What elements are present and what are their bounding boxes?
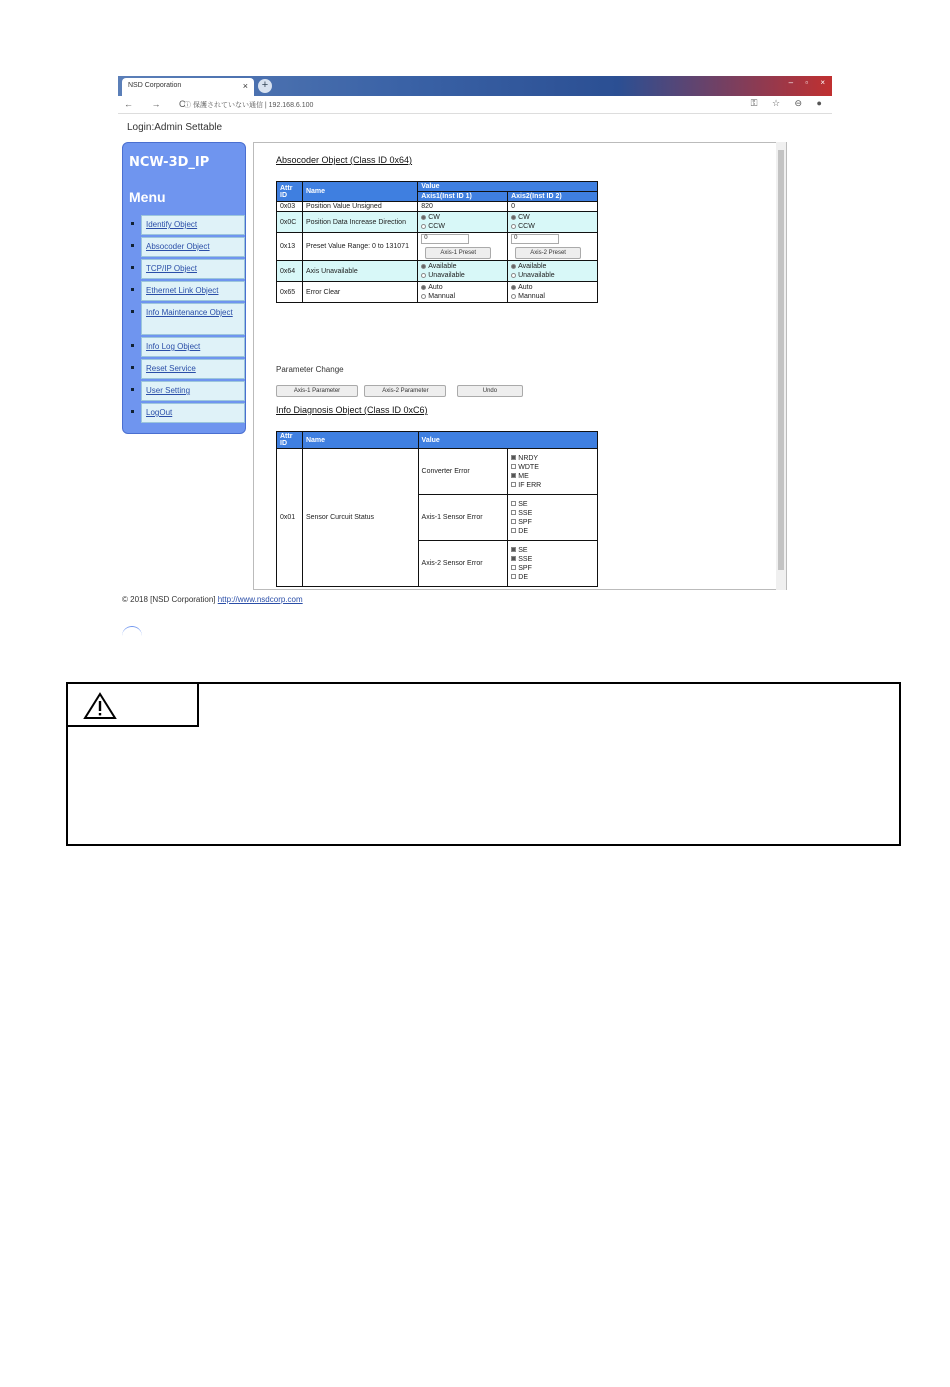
preset-input[interactable]: 0 bbox=[421, 234, 469, 244]
flag-list bbox=[508, 541, 598, 587]
menu-link[interactable]: User Setting bbox=[141, 381, 245, 401]
axis2-preset bbox=[508, 233, 598, 261]
bullet-icon bbox=[131, 344, 134, 347]
browser-screenshot bbox=[118, 76, 832, 636]
bullet-icon bbox=[131, 266, 134, 269]
attr-name: Position Data Increase Direction bbox=[302, 212, 417, 233]
radio-option[interactable]: Mannual bbox=[421, 292, 504, 301]
checkbox-option[interactable]: SSE bbox=[511, 509, 594, 518]
axis1-error-clear bbox=[418, 282, 508, 303]
menu-link[interactable]: TCP/IP Object bbox=[141, 259, 245, 279]
menu-item-tcpip bbox=[127, 259, 245, 279]
radio-option[interactable]: Auto bbox=[421, 283, 504, 292]
checkbox-icon bbox=[511, 455, 516, 460]
diagnosis-heading: Info Diagnosis Object (Class ID 0xC6) bbox=[276, 405, 428, 415]
attr-id: 0x03 bbox=[277, 202, 303, 212]
attr-id: 0x65 bbox=[277, 282, 303, 303]
radio-icon bbox=[421, 285, 426, 290]
flag-list bbox=[508, 449, 598, 495]
attr-id: 0x13 bbox=[277, 233, 303, 261]
checkbox-option[interactable]: NRDY bbox=[511, 454, 594, 463]
checkbox-icon bbox=[511, 528, 516, 533]
menu-item-identify bbox=[127, 215, 245, 235]
menu-item-absocoder bbox=[127, 237, 245, 257]
checkbox-icon bbox=[511, 574, 516, 579]
preset-input[interactable]: 0 bbox=[511, 234, 559, 244]
login-status: Login:Admin Settable bbox=[127, 122, 223, 133]
checkbox-option[interactable]: SE bbox=[511, 500, 594, 509]
checkbox-icon bbox=[511, 556, 516, 561]
vertical-scrollbar[interactable] bbox=[776, 142, 786, 590]
radio-option[interactable]: CCW bbox=[511, 222, 594, 231]
bullet-icon bbox=[131, 222, 134, 225]
checkbox-option[interactable]: ME bbox=[511, 472, 594, 481]
menu-item-user bbox=[127, 381, 245, 401]
table-row bbox=[277, 233, 598, 261]
checkbox-icon bbox=[511, 519, 516, 524]
axis1-unavailable bbox=[418, 261, 508, 282]
checkbox-icon bbox=[511, 464, 516, 469]
checkbox-option[interactable]: IF ERR bbox=[511, 481, 594, 490]
address-bar bbox=[118, 96, 832, 114]
radio-icon bbox=[421, 294, 426, 299]
table-row bbox=[277, 261, 598, 282]
window-controls[interactable]: – ▫ × bbox=[788, 78, 830, 87]
bullet-icon bbox=[131, 310, 134, 313]
attr-id: 0x64 bbox=[277, 261, 303, 282]
axis2-preset-button[interactable]: Axis-2 Preset bbox=[515, 247, 581, 259]
attr-header: Attr ID bbox=[277, 182, 303, 202]
radio-icon bbox=[421, 264, 426, 269]
tab-title: NSD Corporation bbox=[128, 82, 182, 89]
nav-buttons[interactable]: ← → C bbox=[124, 99, 194, 109]
checkbox-option[interactable]: DE bbox=[511, 527, 594, 536]
undo-button[interactable]: Undo bbox=[457, 385, 523, 397]
axis2-parameter-button[interactable]: Axis-2 Parameter bbox=[364, 385, 446, 397]
caution-label bbox=[68, 684, 199, 727]
company-link[interactable]: http://www.nsdcorp.com bbox=[217, 595, 303, 604]
absocoder-heading: Absocoder Object (Class ID 0x64) bbox=[276, 155, 413, 165]
name-header: Name bbox=[302, 432, 418, 449]
flag-list bbox=[508, 495, 598, 541]
sidebar-menu bbox=[122, 142, 246, 434]
axis2-unavailable bbox=[508, 261, 598, 282]
radio-icon bbox=[511, 294, 516, 299]
checkbox-option[interactable]: WDTE bbox=[511, 463, 594, 472]
browser-tab[interactable] bbox=[122, 78, 254, 96]
menu-heading: Menu bbox=[129, 189, 166, 205]
value-header: Value bbox=[418, 432, 597, 449]
axis2-value: 0 bbox=[508, 202, 598, 212]
radio-icon bbox=[421, 215, 426, 220]
menu-link[interactable]: Info Log Object bbox=[141, 337, 245, 357]
menu-link[interactable]: LogOut bbox=[141, 403, 245, 423]
checkbox-option[interactable]: DE bbox=[511, 573, 594, 582]
checkbox-option[interactable]: SSE bbox=[511, 555, 594, 564]
radio-icon bbox=[511, 224, 516, 229]
bullet-icon bbox=[131, 410, 134, 413]
bullet-icon bbox=[131, 288, 134, 291]
menu-item-logout bbox=[127, 403, 245, 423]
close-tab-icon[interactable]: × bbox=[242, 81, 248, 91]
scrollbar-thumb[interactable] bbox=[778, 150, 784, 570]
radio-option[interactable]: Available bbox=[511, 262, 594, 271]
axis2-direction bbox=[508, 212, 598, 233]
axis1-header: Axis1(Inst ID 1) bbox=[418, 192, 508, 202]
url-field[interactable]: ⓘ 保護されていない通信 | 192.168.6.100 bbox=[184, 102, 314, 109]
attr-id: 0x01 bbox=[277, 449, 303, 587]
group-label: Axis-1 Sensor Error bbox=[418, 495, 508, 541]
radio-icon bbox=[421, 224, 426, 229]
menu-item-log bbox=[127, 337, 245, 357]
axis2-error-clear bbox=[508, 282, 598, 303]
parameter-change-label: Parameter Change bbox=[276, 365, 344, 374]
bullet-icon bbox=[131, 388, 134, 391]
checkbox-icon bbox=[511, 473, 516, 478]
menu-item-reset bbox=[127, 359, 245, 379]
radio-icon bbox=[511, 264, 516, 269]
radio-option[interactable]: Mannual bbox=[511, 292, 594, 301]
menu-link[interactable]: Identify Object bbox=[141, 215, 245, 235]
new-tab-button[interactable]: + bbox=[258, 79, 272, 93]
radio-option[interactable]: CW bbox=[421, 213, 504, 222]
checkbox-icon bbox=[511, 565, 516, 570]
checkbox-icon bbox=[511, 510, 516, 515]
table-row bbox=[277, 202, 598, 212]
warning-triangle-icon bbox=[83, 692, 117, 720]
group-label: Axis-2 Sensor Error bbox=[418, 541, 508, 587]
axis1-value: 820 bbox=[418, 202, 508, 212]
radio-icon bbox=[511, 285, 516, 290]
radio-option[interactable]: CCW bbox=[421, 222, 504, 231]
table-row bbox=[277, 212, 598, 233]
attr-id: 0x0C bbox=[277, 212, 303, 233]
content-frame bbox=[253, 142, 787, 590]
value-header: Value bbox=[418, 182, 598, 192]
diagnosis-table bbox=[276, 431, 598, 587]
axis1-direction bbox=[418, 212, 508, 233]
radio-option[interactable]: Unavailable bbox=[511, 271, 594, 280]
bullet-icon bbox=[131, 244, 134, 247]
radio-option[interactable]: Auto bbox=[511, 283, 594, 292]
radio-icon bbox=[511, 215, 516, 220]
radio-icon bbox=[511, 273, 516, 278]
name-header: Name bbox=[302, 182, 417, 202]
menu-link[interactable]: Ethernet Link Object bbox=[141, 281, 245, 301]
copyright: © 2018 [NSD Corporation] bbox=[122, 595, 216, 604]
attr-name: Axis Unavailable bbox=[302, 261, 417, 282]
checkbox-option[interactable]: SPF bbox=[511, 518, 594, 527]
table-row bbox=[277, 449, 598, 495]
footer bbox=[122, 595, 303, 604]
axis2-header: Axis2(Inst ID 2) bbox=[508, 192, 598, 202]
attr-name: Error Clear bbox=[302, 282, 417, 303]
radio-icon bbox=[421, 273, 426, 278]
axis1-preset bbox=[418, 233, 508, 261]
axis1-preset-button[interactable]: Axis-1 Preset bbox=[425, 247, 491, 259]
attr-name: Preset Value Range: 0 to 131071 bbox=[302, 233, 417, 261]
menu-link[interactable]: Info Maintenance Object bbox=[141, 303, 245, 335]
attr-name: Sensor Curcuit Status bbox=[302, 449, 418, 587]
attr-header: Attr ID bbox=[277, 432, 303, 449]
radio-option[interactable]: Unavailable bbox=[421, 271, 504, 280]
axis1-parameter-button[interactable]: Axis-1 Parameter bbox=[276, 385, 358, 397]
radio-option[interactable]: CW bbox=[511, 213, 594, 222]
checkbox-option[interactable]: SPF bbox=[511, 564, 594, 573]
absocoder-table bbox=[276, 181, 598, 303]
menu-link[interactable]: Reset Service bbox=[141, 359, 245, 379]
attr-name: Position Value Unsigned bbox=[302, 202, 417, 212]
group-label: Converter Error bbox=[418, 449, 508, 495]
menu-link[interactable]: Absocoder Object bbox=[141, 237, 245, 257]
radio-option[interactable]: Available bbox=[421, 262, 504, 271]
checkbox-icon bbox=[511, 482, 516, 487]
checkbox-icon bbox=[511, 547, 516, 552]
tab-bar bbox=[118, 76, 832, 96]
bullet-icon bbox=[131, 366, 134, 369]
table-row bbox=[277, 282, 598, 303]
menu-item-ethernet bbox=[127, 281, 245, 301]
toolbar-icons[interactable]: ⚿ ☆ ⊖ ● bbox=[750, 98, 828, 108]
menu-item-maintenance bbox=[127, 303, 245, 335]
checkbox-icon bbox=[511, 501, 516, 506]
caution-box bbox=[66, 682, 901, 846]
checkbox-option[interactable]: SE bbox=[511, 546, 594, 555]
loading-arc-icon bbox=[122, 626, 142, 636]
parameter-buttons bbox=[276, 379, 523, 397]
menu-title: NCW-3D_IP bbox=[129, 155, 210, 170]
